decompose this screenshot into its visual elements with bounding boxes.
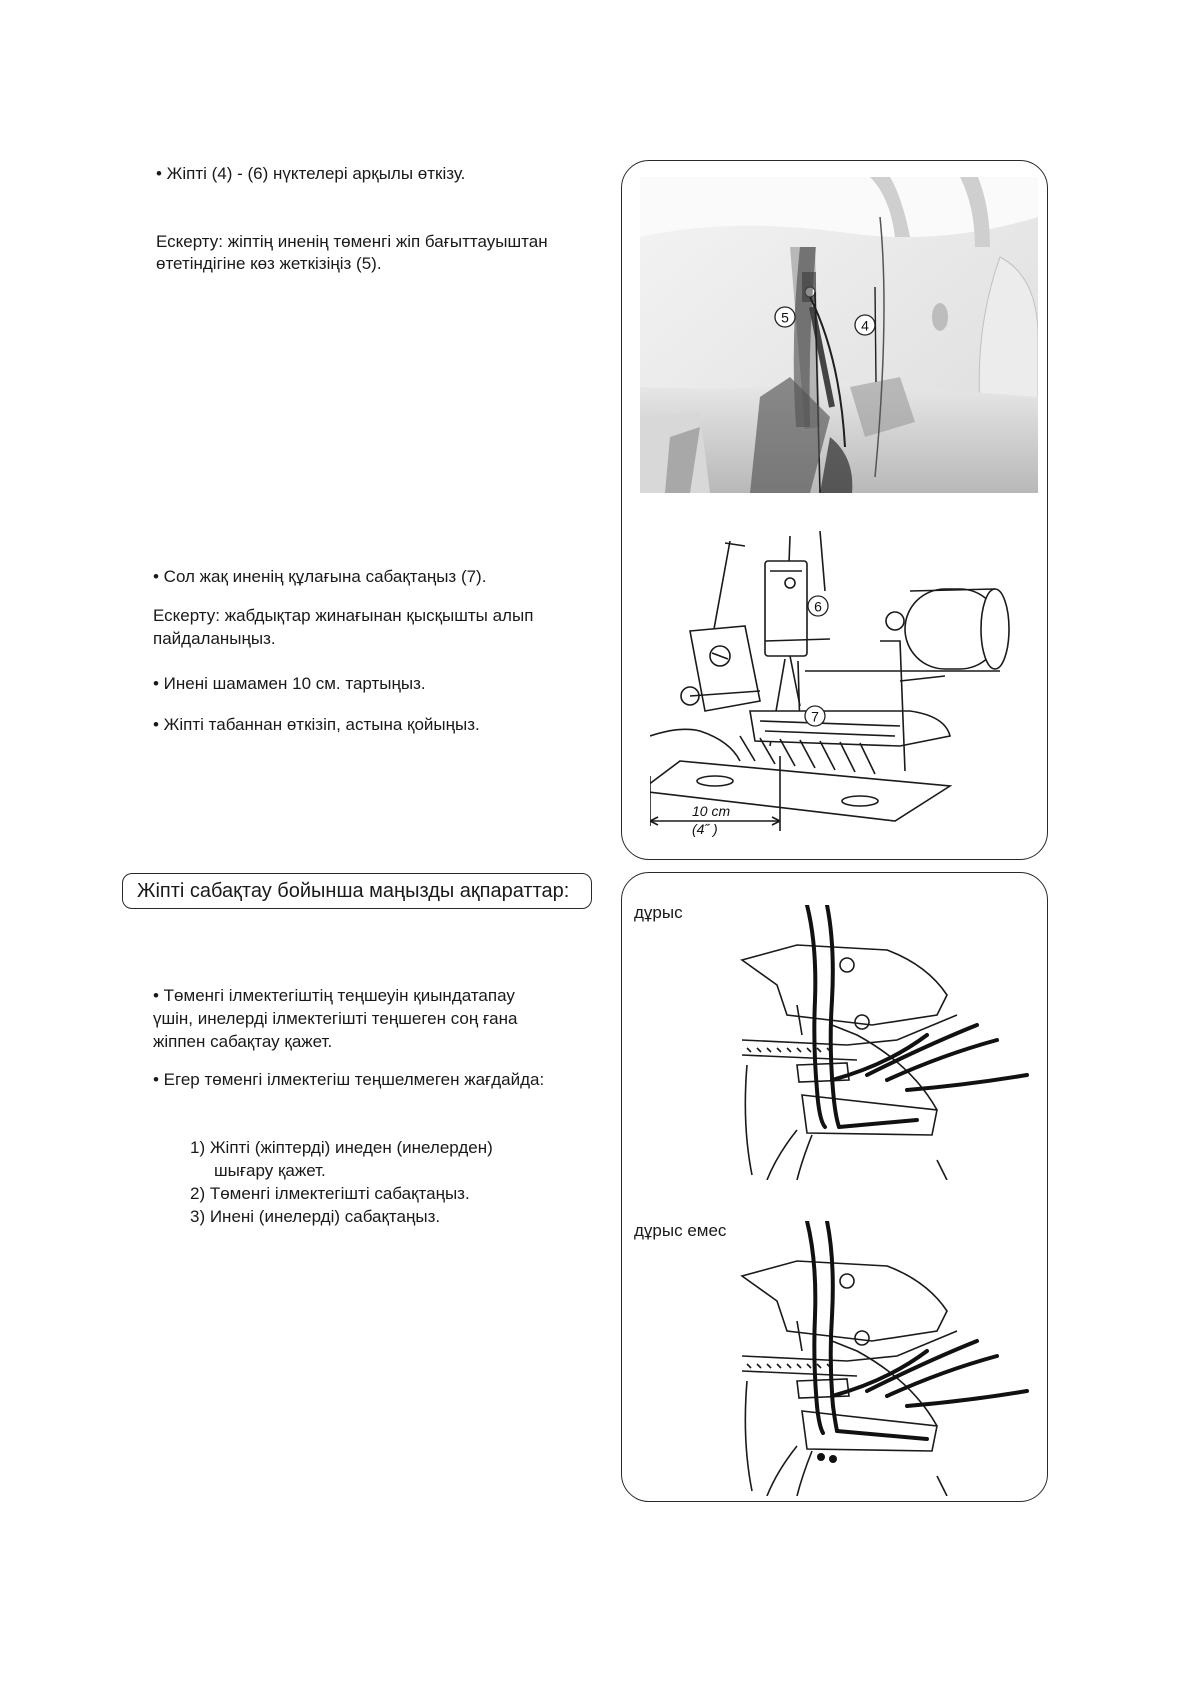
incorrect-label: дұрыс емес bbox=[634, 1221, 727, 1240]
bullet-thread-needle-eye: • Сол жақ иненің құлағына сабақтаңыз (7). bbox=[153, 567, 487, 586]
correct-label: дұрыс bbox=[634, 903, 683, 922]
point-6-label: 6 bbox=[814, 598, 822, 615]
bullet-pass-thread: • Жіпті (4) - (6) нүктелері арқылы өткізу. bbox=[156, 164, 466, 183]
step-1-line-1: 1) Жіпті (жіптерді) инеден (инелерден) bbox=[190, 1138, 493, 1157]
point-5-label: 5 bbox=[781, 309, 789, 326]
bullet-thread-under-foot: • Жіпті табаннан өткізіп, астына қойыңыз. bbox=[153, 715, 480, 734]
thread-guide-photo bbox=[640, 177, 1038, 493]
step-3: 3) Инені (инелерді) сабақтаңыз. bbox=[190, 1207, 441, 1226]
point-4-marker bbox=[855, 315, 875, 335]
needle-presser-foot-diagram bbox=[650, 531, 1020, 846]
step-1-line-2: шығару қажет. bbox=[214, 1161, 326, 1180]
step-2: 2) Төменгі ілмектегішті сабақтаңыз. bbox=[190, 1184, 470, 1203]
bullet-threading-order-line-3: жіппен сабақтау қажет. bbox=[153, 1032, 333, 1051]
point-7-marker bbox=[805, 706, 825, 726]
note-line-1: Ескерту: жіптің иненің төменгі жіп бағыттауыштан bbox=[156, 232, 548, 251]
bullet-threading-order-line-2: үшін, инелерді ілмектегішті теңшеген соң ғана bbox=[153, 1009, 518, 1028]
incorrect-threading-diagram bbox=[737, 1221, 1037, 1496]
important-info-heading: Жіпті сабақтау бойынша маңызды ақпараттар: bbox=[122, 873, 592, 909]
point-6-marker bbox=[808, 596, 828, 616]
correct-incorrect-panel bbox=[621, 872, 1048, 1502]
measure-inch-label: (4˝ ) bbox=[692, 821, 718, 837]
point-7-label: 7 bbox=[811, 708, 819, 725]
correct-threading-diagram bbox=[737, 905, 1037, 1180]
note-tweezers-line-2: пайдаланыңыз. bbox=[153, 629, 276, 648]
bullet-if-not-threaded: • Егер төменгі ілмектегіш теңшелмеген жағдайда: bbox=[153, 1070, 545, 1089]
point-5-marker bbox=[775, 307, 795, 327]
bullet-pull-needle: • Инені шамамен 10 см. тартыңыз. bbox=[153, 674, 426, 693]
threading-illustration-panel bbox=[621, 160, 1048, 860]
note-line-2: өтетіндігіне көз жеткізіңіз (5). bbox=[156, 254, 382, 273]
note-tweezers-line-1: Ескерту: жабдықтар жинағынан қысқышты алып bbox=[153, 606, 534, 625]
bullet-threading-order-line-1: • Төменгі ілмектегіштің теңшеуін қиындатапау bbox=[153, 986, 515, 1005]
measure-cm-label: 10 cm bbox=[692, 803, 731, 819]
point-4-label: 4 bbox=[861, 317, 869, 334]
